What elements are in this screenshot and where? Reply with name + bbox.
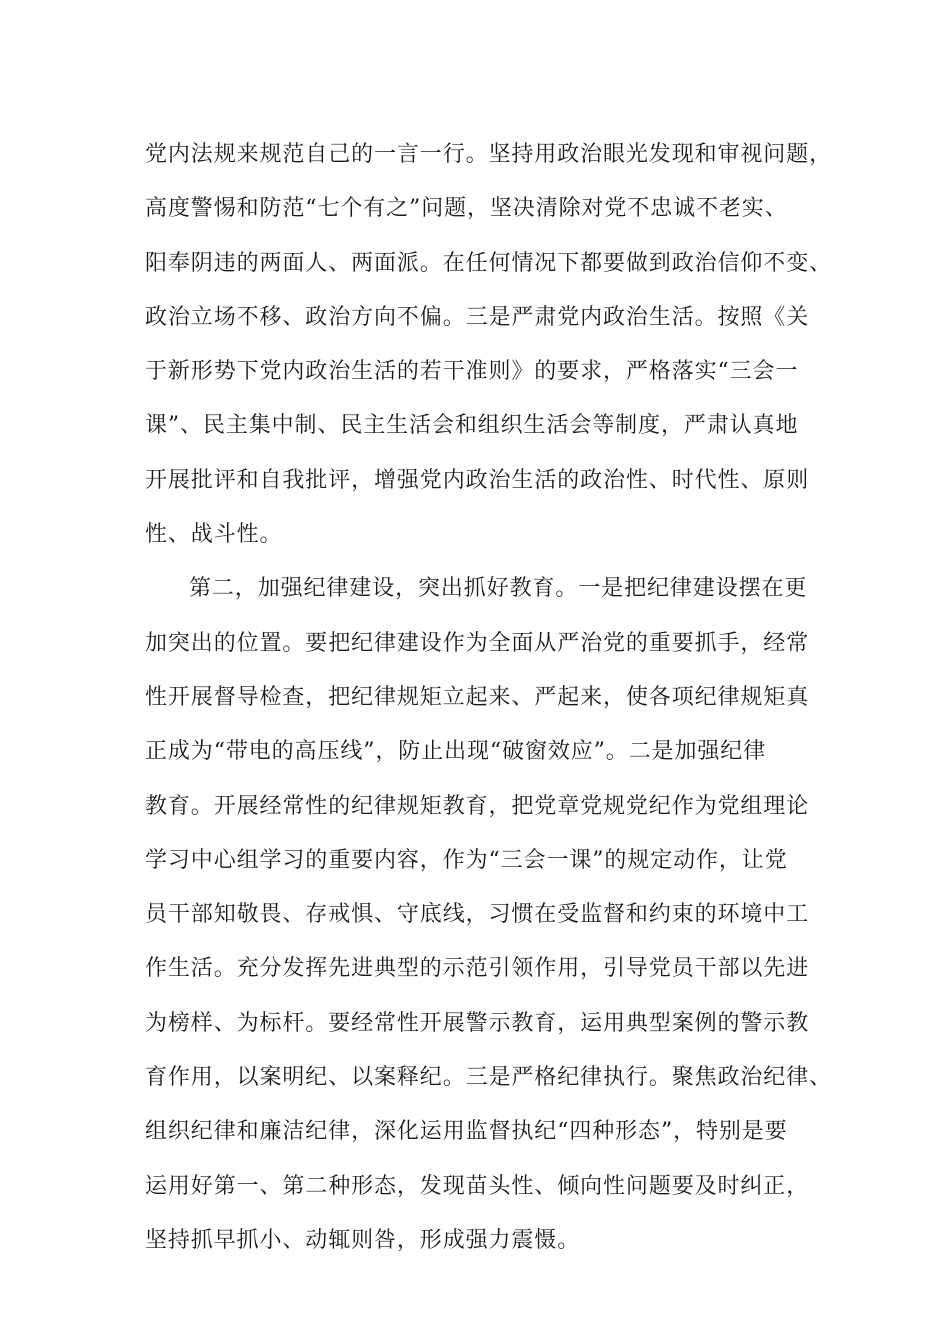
paragraph-line: 运用好第一、第二种形态，发现苗头性、倾向性问题要及时纠正， <box>145 1173 810 1199</box>
paragraph-line: 阳奉阴违的两面人、两面派。在任何情况下都要做到政治信仰不变、 <box>145 250 833 276</box>
paragraph-line: 政治立场不移、政治方向不偏。三是严肃党内政治生活。按照《关 <box>145 304 810 330</box>
paragraph-line: 党内法规来规范自己的一言一行。坚持用政治眼光发现和审视问题， <box>145 142 833 167</box>
paragraph-line: 开展批评和自我批评，增强党内政治生活的政治性、时代性、原则 <box>145 467 810 493</box>
paragraph-1 <box>145 128 833 562</box>
paragraph-line: 组织纪律和廉洁纪律，深化运用监督执纪“四种形态”，特别是要 <box>145 1119 788 1145</box>
paragraph-line: 高度警惕和防范“七个有之”问题，坚决清除对党不忠诚不老实、 <box>145 196 788 222</box>
paragraph-line: 员干部知敬畏、存戒惧、守底线，习惯在受监督和约束的环境中工 <box>145 902 810 928</box>
paragraph-line: 性、战斗性。 <box>145 522 283 548</box>
paragraph-line: 教育。开展经常性的纪律规矩教育，把党章党规党纪作为党组理论 <box>145 793 810 819</box>
paragraph-line: 性开展督导检查，把纪律规矩立起来、严起来，使各项纪律规矩真 <box>145 684 810 710</box>
paragraph-line: 第二，加强纪律建设，突出抓好教育。一是把纪律建设摆在更 <box>189 576 808 602</box>
paragraph-line: 学习中心组学习的重要内容，作为“三会一课”的规定动作，让党 <box>145 847 788 873</box>
paragraph-2 <box>145 562 833 1268</box>
paragraph-line: 课”、民主集中制、民主生活会和组织生活会等制度，严肃认真地 <box>145 413 799 439</box>
paragraph-line: 作生活。充分发挥先进典型的示范引领作用，引导党员干部以先进 <box>145 956 810 982</box>
paragraph-line: 加突出的位置。要把纪律建设作为全面从严治党的重要抓手，经常 <box>145 630 810 656</box>
paragraph-line: 正成为“带电的高压线”，防止出现“破窗效应”。二是加强纪律 <box>145 739 767 765</box>
paragraph-line: 坚持抓早抓小、动辄则咎，形成强力震慑。 <box>145 1227 581 1253</box>
paragraph-line: 于新形势下党内政治生活的若干准则》的要求，严格落实“三会一 <box>145 359 799 385</box>
paragraph-line: 育作用，以案明纪、以案释纪。三是严格纪律执行。聚焦政治纪律、 <box>145 1065 833 1091</box>
document-body <box>145 128 833 1268</box>
paragraph-line: 为榜样、为标杆。要经常性开展警示教育，运用典型案例的警示教 <box>145 1010 810 1036</box>
